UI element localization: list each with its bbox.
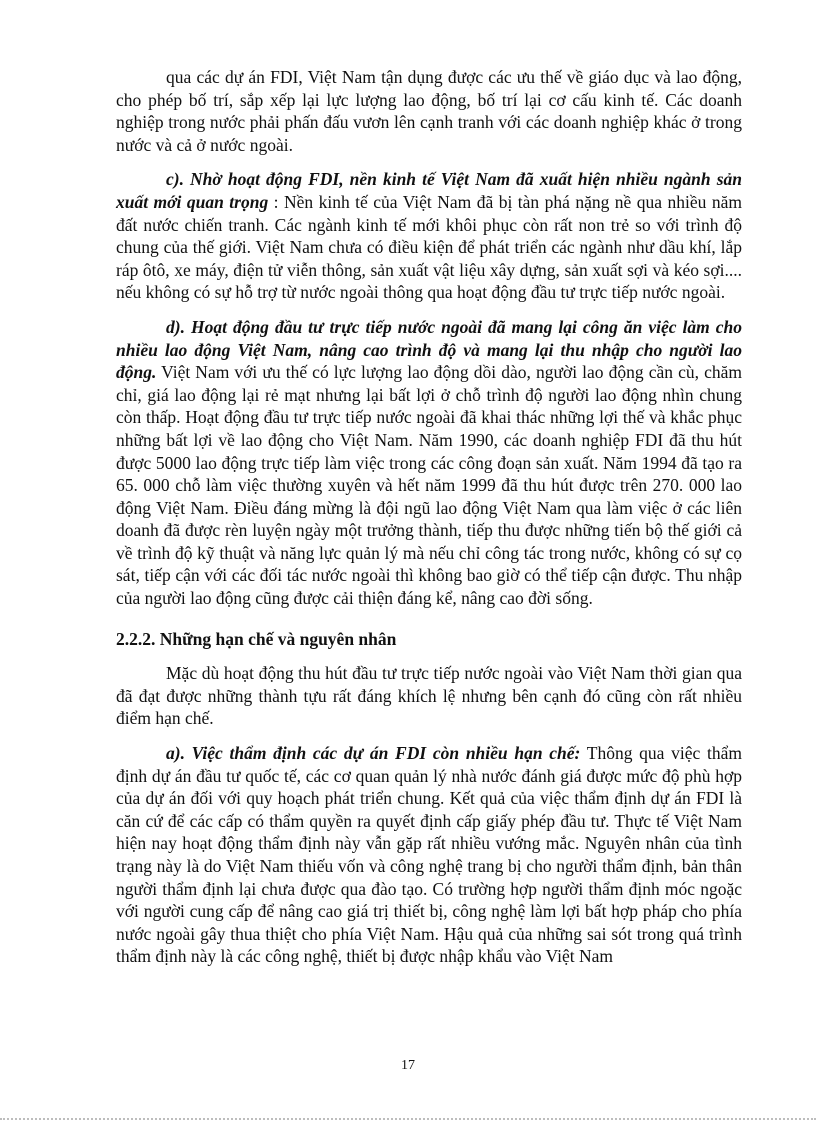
paragraph-d (116, 316, 742, 610)
paragraph-a-body: Thông qua việc thẩm định dự án đầu tư quốc tế, các cơ quan quản lý nhà nước đánh giá được mức độ phù hợp của dự án đối với quy hoạch phát triển chung. Kết quả của việc thẩm định dự án FDI là căn cứ để các cấp có thẩm quyền ra quyết định cấp giấy phép đầu tư. Thực tế Việt Nam hiện nay hoạt động thẩm định này vẫn gặp rất nhiều vướng mắc. Nguyên nhân của tình trạng này là do Việt Nam thiếu vốn và công nghệ trang bị cho người thẩm định, bản thân người thẩm định lại chưa được qua đào tạo. Có trường hợp người thẩm định móc ngoặc với người cung cấp để nâng cao giá trị thiết bị, công nghệ làm lợi bất hợp pháp cho phía nước ngoài gây thua thiệt cho phía Việt Nam. Hậu quả của những sai sót trong quá trình thẩm định này là các công nghệ, thiết bị được nhập khẩu vào Việt Nam (116, 743, 742, 967)
paragraph-a-lead: a). Việc thẩm định các dự án FDI còn nhiều hạn chế: (166, 743, 581, 764)
paragraph-d-lead: d). Hoạt động đầu tư trực tiếp nước ngoài đã mang lại công ăn việc làm cho nhiều lao động Việt Nam, nâng cao trình độ và mang lại thu nhập cho người lao động. (116, 316, 742, 383)
page-bottom-rule (0, 1118, 816, 1120)
paragraph-c-body: : Nền kinh tế của Việt Nam đã bị tàn phá nặng nề qua nhiều năm đất nước chiến tranh. Các ngành kinh tế mới khôi phục còn rất non trẻ so với trình độ chung của thế giới. Việt Nam chưa có điều kiện để phát triển các ngành như dầu khí, lắp ráp ôtô, xe máy, điện tử viễn thông, sản xuất vật liệu xây dựng, sản xuất sợi và kéo sợi.... nếu không có sự hỗ trợ từ nước ngoài thông qua hoạt động đầu tư trực tiếp nước ngoài. (116, 191, 742, 303)
paragraph-c-lead: c). Nhờ hoạt động FDI, nền kinh tế Việt Nam đã xuất hiện nhiều ngành sản xuất mới quan trọng (116, 169, 742, 212)
page-number: 17 (401, 1058, 415, 1073)
paragraph-intro: Mặc dù hoạt động thu hút đầu tư trực tiếp nước ngoài vào Việt Nam thời gian qua đã đạt được những thành tựu rất đáng khích lệ nhưng bên cạnh đó cũng còn rất nhiều điểm hạn chế. (116, 663, 742, 729)
document-body (116, 66, 742, 968)
paragraph-d-body: Việt Nam với ưu thế có lực lượng lao động dồi dào, người lao động cần cù, chăm chỉ, giá lao động lại rẻ mạt nhưng lại bất lợi ở chỗ trình độ người lao động nhìn chung còn thấp. Hoạt động đầu tư trực tiếp nước ngoài đã khai thác những lợi thế và khắc phục những bất lợi về lao động cho Việt Nam. Năm 1990, các doanh nghiệp FDI đã thu hút được 5000 lao động trực tiếp làm việc trong các công đoạn sản xuất. Năm 1994 đã tạo ra 65. 000 chỗ làm việc thường xuyên và hết năm 1999 đã thu hút được trên 270. 000 lao động Việt Nam. Điều đáng mừng là đội ngũ lao động Việt Nam qua làm việc ở các liên doanh đã được rèn luyện ngày một trưởng thành, tiếp thu được những tiến bộ thế giới cả về trình độ kỹ thuật và năng lực quản lý mà nếu chỉ công tác trong nước, không có sự cọ sát, tiếp cận với các đối tác nước ngoài thì không bao giờ có thể tiếp cận được. Thu nhập của người lao động cũng được cải thiện đáng kể, nâng cao đời sống. (116, 362, 742, 609)
paragraph-c (116, 168, 742, 304)
paragraph-a (116, 742, 742, 968)
paragraph-continuation: qua các dự án FDI, Việt Nam tận dụng được các ưu thế về giáo dục và lao động, cho phép bố trí, sắp xếp lại lực lượng lao động, bố trí lại cơ cấu kinh tế. Các doanh nghiệp trong nước phải phấn đấu vươn lên cạnh tranh với các doanh nghiệp khác ở trong nước và cả ở nước ngoài. (116, 67, 742, 155)
section-heading: 2.2.2. Những hạn chế và nguyên nhân (116, 628, 397, 649)
